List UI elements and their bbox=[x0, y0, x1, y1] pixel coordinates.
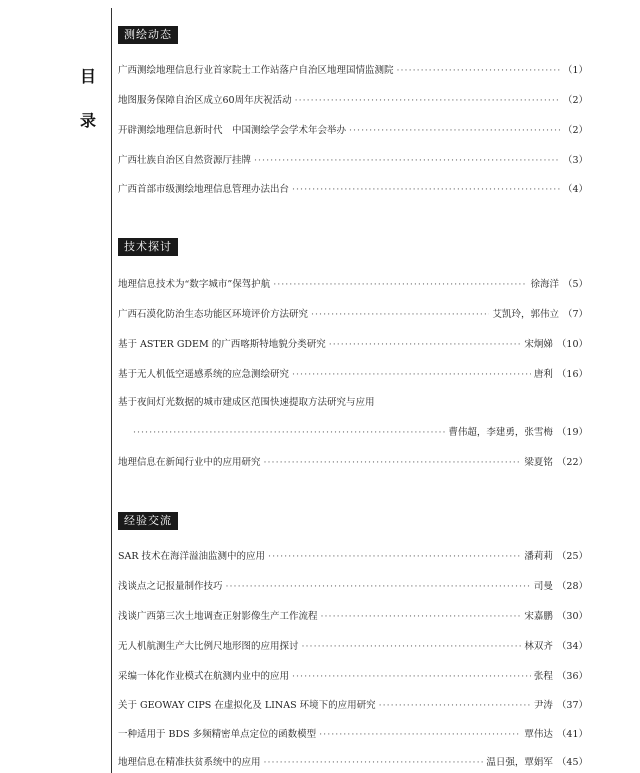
entry-page: （10） bbox=[556, 339, 588, 350]
leader-dots bbox=[254, 155, 560, 166]
entry-page: （19） bbox=[556, 427, 588, 438]
leader-dots bbox=[264, 457, 522, 468]
toc-entry[interactable] bbox=[118, 152, 588, 166]
entry-title: 地理信息技术为“数字城市”保驾护航 bbox=[118, 279, 271, 290]
toc-side-title-char-1: 目 bbox=[80, 67, 97, 86]
entry-title: 地理信息在新闻行业中的应用研究 bbox=[118, 457, 261, 468]
entry-page: （45） bbox=[556, 757, 588, 768]
entry-authors: 唐利 bbox=[533, 369, 553, 380]
entry-title: 基于夜间灯光数据的城市建成区范围快速提取方法研究与应用 bbox=[118, 397, 375, 408]
toc-entry[interactable] bbox=[118, 181, 588, 195]
entry-page: （30） bbox=[556, 611, 588, 622]
entry-authors: 覃伟达 bbox=[524, 729, 553, 740]
leader-dots bbox=[264, 757, 484, 768]
entry-authors: 潘莉莉 bbox=[524, 551, 553, 562]
entry-authors: 艾凯玲，郭伟立 bbox=[492, 309, 559, 320]
entry-page: （2） bbox=[562, 125, 588, 136]
toc-entry-continuation[interactable] bbox=[130, 424, 588, 438]
entry-authors: 司曼 bbox=[533, 581, 553, 592]
section-header-surveying-news: 测绘动态 bbox=[118, 26, 178, 44]
entry-authors: 徐海洋 bbox=[530, 279, 559, 290]
entry-title: 地图服务保障自治区成立60周年庆祝活动 bbox=[118, 95, 292, 106]
toc-entry[interactable] bbox=[118, 336, 588, 350]
entry-authors: 宋炯娣 bbox=[524, 339, 553, 350]
leader-dots bbox=[321, 611, 522, 622]
toc-entry[interactable] bbox=[118, 454, 588, 468]
toc-entry[interactable] bbox=[118, 62, 588, 76]
entry-page: （2） bbox=[562, 95, 588, 106]
toc-entry[interactable] bbox=[118, 276, 588, 290]
leader-dots bbox=[295, 95, 560, 106]
entry-page: （7） bbox=[562, 309, 588, 320]
leader-dots bbox=[397, 65, 560, 76]
entry-page: （34） bbox=[556, 641, 588, 652]
entry-page: （4） bbox=[562, 184, 588, 195]
toc-side-title-char-2: 录 bbox=[80, 111, 97, 130]
entry-title: 关于 GEOWAY CIPS 在虚拟化及 LINAS 环境下的应用研究 bbox=[118, 700, 376, 711]
toc-entry[interactable] bbox=[118, 608, 588, 622]
toc-entry[interactable] bbox=[118, 668, 588, 682]
entry-title: 基于 ASTER GDEM 的广西喀斯特地貌分类研究 bbox=[118, 339, 326, 350]
entry-page: （3） bbox=[562, 155, 588, 166]
entry-page: （16） bbox=[556, 369, 588, 380]
entry-title: 一种适用于 BDS 多频精密单点定位的函数模型 bbox=[118, 729, 317, 740]
toc-entry[interactable] bbox=[118, 578, 588, 592]
entry-page: （22） bbox=[556, 457, 588, 468]
entry-page: （28） bbox=[556, 581, 588, 592]
leader-dots bbox=[292, 369, 531, 380]
toc-entry[interactable] bbox=[118, 366, 588, 380]
entry-authors: 曹伟超，李建勇，张雪梅 bbox=[448, 427, 553, 438]
entry-title: 无人机航测生产大比例尺地形图的应用探讨 bbox=[118, 641, 299, 652]
leader-dots bbox=[133, 427, 445, 438]
entry-page: （36） bbox=[556, 671, 588, 682]
toc-entry[interactable] bbox=[118, 638, 588, 652]
leader-dots bbox=[319, 729, 521, 740]
leader-dots bbox=[226, 581, 531, 592]
toc-entry[interactable] bbox=[118, 122, 588, 136]
toc-entry[interactable] bbox=[118, 726, 588, 740]
leader-dots bbox=[273, 279, 527, 290]
leader-dots bbox=[292, 184, 560, 195]
leader-dots bbox=[379, 700, 531, 711]
entry-title: 广西首部市级测绘地理信息管理办法出台 bbox=[118, 184, 290, 195]
entry-authors: 宋嘉鹏 bbox=[524, 611, 553, 622]
entry-authors: 林双齐 bbox=[524, 641, 553, 652]
entry-title: 基于无人机低空遥感系统的应急测绘研究 bbox=[118, 369, 290, 380]
entry-title: 采编一体化作业模式在航测内业中的应用 bbox=[118, 671, 290, 682]
leader-dots bbox=[311, 309, 489, 320]
entry-title: 开辟测绘地理信息新时代 中国测绘学会学术年会举办 bbox=[118, 125, 347, 136]
entry-page: （41） bbox=[556, 729, 588, 740]
entry-title: 广西测绘地理信息行业首家院士工作站落户自治区地理国情监测院 bbox=[118, 65, 394, 76]
leader-dots bbox=[349, 125, 560, 136]
entry-title: 浅谈点之记报量制作技巧 bbox=[118, 581, 223, 592]
entry-page: （5） bbox=[562, 279, 588, 290]
entry-page: （37） bbox=[556, 700, 588, 711]
entry-title: 浅谈广西第三次土地调查正射影像生产工作流程 bbox=[118, 611, 318, 622]
entry-title: 广西石漠化防治生态功能区环境评价方法研究 bbox=[118, 309, 309, 320]
leader-dots bbox=[302, 641, 522, 652]
toc-entry[interactable] bbox=[118, 92, 588, 106]
toc-entry[interactable] bbox=[118, 306, 588, 320]
leader-dots bbox=[268, 551, 521, 562]
entry-authors: 温日强，覃娟军 bbox=[486, 757, 553, 768]
entry-authors: 张程 bbox=[533, 671, 553, 682]
entry-page: （1） bbox=[562, 65, 588, 76]
entry-title: SAR 技术在海洋溢油监测中的应用 bbox=[118, 551, 266, 562]
toc-entry[interactable] bbox=[118, 754, 588, 768]
toc-entry[interactable] bbox=[118, 697, 588, 711]
vertical-divider bbox=[111, 8, 112, 773]
entry-page: （25） bbox=[556, 551, 588, 562]
entry-authors: 梁夏铭 bbox=[524, 457, 553, 468]
toc-entry[interactable] bbox=[118, 548, 588, 562]
leader-dots bbox=[292, 671, 531, 682]
section-header-experience-exchange: 经验交流 bbox=[118, 512, 178, 530]
entry-title: 广西壮族自治区自然资源厅挂牌 bbox=[118, 155, 252, 166]
entry-authors: 尹涛 bbox=[533, 700, 553, 711]
section-header-technical-discussion: 技术探讨 bbox=[118, 238, 178, 256]
toc-entry-first-line[interactable] bbox=[118, 394, 588, 408]
leader-dots bbox=[329, 339, 522, 350]
entry-title: 地理信息在精准扶贫系统中的应用 bbox=[118, 757, 261, 768]
